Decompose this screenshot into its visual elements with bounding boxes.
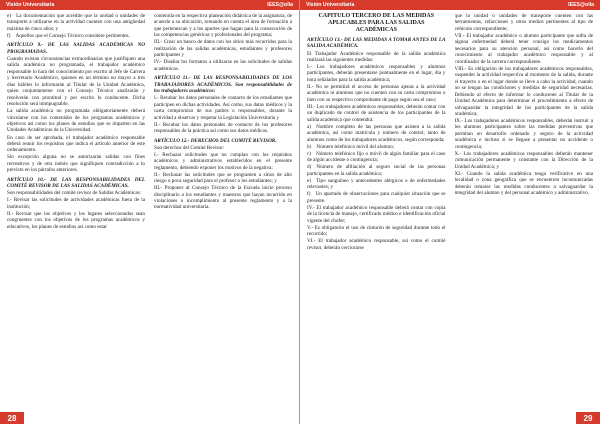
paragraph: e) Tipo sanguíneo y antecedentes alérgicos o de enfermedades relevantes; y xyxy=(307,177,446,191)
paragraph: a) Nombre completo de las personas que asisten a la salida académica, así como matrícula y número de control, tanto de alumnos como de los trabajadores académicos, según corresponda; xyxy=(307,123,446,143)
page-header xyxy=(0,0,299,10)
paragraph: II.- Recabar los datos personales de contacto de los profesores responsables de la práctica así como sus datos médicos. xyxy=(154,121,292,135)
paragraph: IX.- Los trabajadores académicos responsables, deberán instruir a los alumnos participantes sobre las medidas preventivas que permitan un desarrollo ordenado y seguro de la actividad académica e incluso si se llegase a presentar un accidente o contingencia; xyxy=(454,118,593,150)
paragraph: VII.- El trabajador académico o alumno participante que sufra de alguna enfermedad deberá tener consigo los medicamentos necesarios para su atención personal, así como hacerlo del conocimiento al trabajador académico responsable y al coordinador de la carrera correspondiente. xyxy=(454,32,593,65)
paragraph: Cuando existan circunstancias extraordinarias que justifiquen una salida académica no programada, el trabajador académico responsable lo hará del conocimiento por escrito al Jefe de Carrera y Secretario Académico, quienes en un término no mayor a tres días hábiles lo informarán al Titular de la Unidad Académica, quien conjuntamente con el Consejo Técnico analizarán y resolverán con prontitud y por escrito lo conducente. Dicha resolución será inimpugnable. xyxy=(7,55,145,108)
text-column xyxy=(455,13,594,411)
page-header xyxy=(300,0,600,10)
text-columns xyxy=(7,13,292,411)
paragraph: Son derechos del Comité Revisor: xyxy=(154,144,225,151)
paragraph: IV.- El trabajador académico responsable deberá contar con copia de la licencia de manejo, certificado médico e identificación oficial vigente del chofer; xyxy=(307,204,446,224)
paragraph: b) Número telefónico móvil del alumno; xyxy=(307,143,395,150)
paragraph: IV.- Diseñar los formatos a utilizarse en las solicitudes de salidas académicas. xyxy=(154,59,292,72)
paragraph: c) Número telefónico fijo o móvil de algún familiar para el caso de algún accidente o contingencia; xyxy=(307,150,446,164)
paragraph: III.- Los trabajadores académicos responsables, deberán contar con un duplicado de control de asistencia de los participantes de la salida académica que contendrá: xyxy=(307,103,446,123)
paragraph: II.- No se permitirá el acceso de personas ajenas a la actividad académica ni alumnos que no cuenten con su carta compromiso o bien con su respectivo comprobante de pago según sea el caso; xyxy=(307,83,446,103)
paragraph: El Trabajador Académico responsable de la salida académica realizará las siguientes medidas: xyxy=(307,50,446,63)
section-heading: ARTÍCULO 13.- DE LAS MEDIDAS A TOMAR ANTES DE LA SALIDA ACADÉMICA. xyxy=(307,37,446,50)
header-logo-text: IEES@olla xyxy=(568,2,594,8)
text-columns xyxy=(307,13,593,411)
paragraph: III.- Proponer al Consejo Técnico de la Escuela inicie proceso disciplinario a los estudiantes y maestros que hayan incurrido en violaciones o incumplimiento al presente reglamento y a la normatividad universitaria. xyxy=(154,185,292,211)
paragraph: Son responsabilidades del comité revisor de Salidas Académicas: xyxy=(7,190,142,197)
paragraph: VI.- El trabajador académico responsable, así como el comité revisor, deberán cerciorarse xyxy=(307,238,446,251)
page-number: 29 xyxy=(576,412,600,424)
paragraph: I.- Rechazar solicitudes que no cumplan con los requisitos académicos y administrativos establecidos en el presente reglamento, debiendo exponer los motivos de la negativa; xyxy=(154,151,292,171)
paragraph: I.- Recabar los datos personales de contacto de los estudiantes que participen en dichas actividades. Así como, sus datos médicos y la carta compromiso de sus padres o responsables, durante la actividad a observar y respetar la Legislación Universitaria y xyxy=(154,95,292,121)
paragraph: XI.- Cuando la salida académica tenga verificativo en una localidad o zona geográfica que se encuentren incomunicadas deberán tomarse las medidas conducentes a salvaguardar la integridad del alumno y del personal académico y administrativo. xyxy=(454,170,593,197)
header-publication-title: Visión Universitaria xyxy=(306,2,355,8)
paragraph: I.- Revisar las solicitudes de actividades académicas fuera de la institución; xyxy=(7,197,145,210)
paragraph: VIII.- Es obligación de los trabajadores académicos responsables, suspender la actividad respectiva al momento de la salida, durante el trayecto o en el lugar donde se lleve a cabo la actividad, cuando no se tengan las condiciones y medidas de seguridad necesarias. Debiendo al efecto de informar lo conducente al Titular de la Unidad Académica para determinar el procedimiento a efecto de salvaguardar la integridad de los participantes de la salida académica; xyxy=(454,65,593,117)
paragraph: e) La documentación que acredite que la unidad o unidades de transporte a utilizarse en la actividad cuenten con una antigüedad máxima de cinco años; y xyxy=(7,13,145,32)
section-heading: CAPÍTULO TERCERO DE LAS MEDIDAS APLICABLES PARA LAS SALIDAS ACADÉMICAS xyxy=(318,13,435,33)
text-column xyxy=(307,13,446,411)
paragraph: La salida académica no programada obligatoriamente deberá vincularse con los contenidos de los programas académicos y objetivos así como los planes de estudios que se imparten en las Unidades Académicas de la Universidad. xyxy=(7,108,145,134)
paragraph: II.- Rechazar las solicitudes que se programen a sitios de alto riesgo o poca seguridad para el profesor o los estudiantes; y xyxy=(154,171,292,185)
header-publication-title: Visión Universitaria xyxy=(6,2,55,8)
paragraph: II.- Revisar que los objetivos y los lugares seleccionados sean congruentes con los objetivos de los programas académicos y educativos, los planes de estudios así como estar xyxy=(7,210,145,230)
paragraph: X.- Los trabajadores académicos responsables deberán mantener comunicación permanente y constante con la Dirección de la Unidad Académica; y xyxy=(454,150,593,170)
section-heading: ARTÍCULO 12.- DERECHOS DEL COMITÉ REVISOR. xyxy=(154,137,277,144)
paragraph: Sin excepción alguna no se autorizarán salidas con fines recreativos y de otra índole que signifiquen contradicción a lo previsto en los párrafos anteriores. xyxy=(7,154,145,174)
section-heading: ARTÍCULO 9.- DE LAS SALIDAS ACADÉMICAS NO PROGRAMADAS. xyxy=(7,42,145,55)
header-logo-text: IEES@olla xyxy=(267,2,293,8)
paragraph: En caso de ser aprobada, el trabajador académico responsable deberá reunir los requisitos que indica el artículo anterior de este ordenamiento. xyxy=(7,134,145,154)
right-page xyxy=(300,0,600,424)
paragraph: III.- Crear un banco de datos con los sitios más recurridos para la realización de las salidas académicas, estudiantes y profesores participantes y xyxy=(154,39,292,59)
paragraph: f) Un apartado de observaciones para cualquier situación que se presente. xyxy=(307,191,446,204)
paragraph: f) Aquellos que el Consejo Técnico considere pertinentes. xyxy=(7,32,130,39)
paragraph: que la unidad o unidades de transporte cuenten con las herramientas, refacciones y otros medios pertinentes al tipo de vehículo correspondiente; xyxy=(454,13,593,32)
paragraph: V.- Es obligatorio el uso de cinturón de seguridad durante todo el recorrido; xyxy=(307,224,446,238)
section-heading: ARTÍCULO 10.- DE LAS RESPONSABILIDADES DEL COMITÉ REVISOR DE LAS SALIDAS ACADÉMICAS. xyxy=(7,176,145,190)
paragraph: contenida en la respectiva planeación didáctica de la asignatura, de acuerdo a su ubicación, tomando en cuenta el área de formación a que pertenezcan y a los aportes que hagan para la consecución de las competencias genéricas y profesionales del programa; xyxy=(154,13,292,39)
section-heading: ARTÍCULO 11.- DE LAS RESPONSABILIDADES DE LOS TRABAJADORES ACADÉMICOS. Son responsabilidades de los trabajadores académicos: xyxy=(154,75,292,95)
page-number: 28 xyxy=(0,412,24,424)
paragraph: d) Número de afiliación al seguro social de las personas participantes en la salida académica; xyxy=(307,164,446,177)
text-column xyxy=(7,13,145,411)
text-column xyxy=(154,13,292,411)
paragraph: I.- Los trabajadores académicos responsables y alumnos participantes, deberán presentarse puntualmente en el lugar, día y hora señalados para la salida académica; xyxy=(307,64,446,83)
